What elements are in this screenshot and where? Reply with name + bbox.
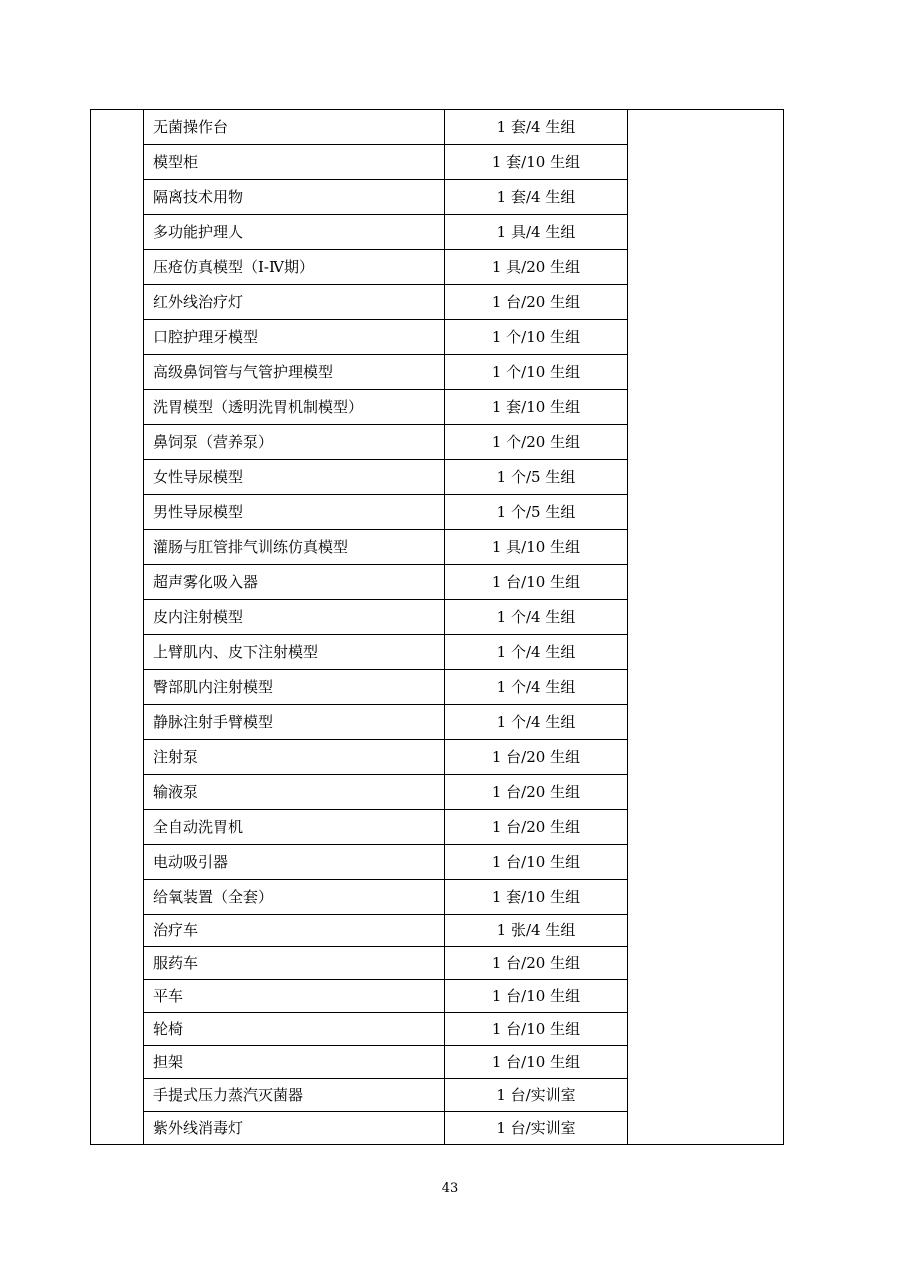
category-column	[91, 110, 144, 1145]
quantity-ratio: 1 台/10 生组	[445, 565, 628, 600]
equipment-name: 服药车	[144, 947, 445, 980]
equipment-name: 担架	[144, 1046, 445, 1079]
equipment-table-body	[91, 110, 784, 1145]
quantity-ratio: 1 台/20 生组	[445, 947, 628, 980]
quantity-ratio: 1 个/10 生组	[445, 355, 628, 390]
quantity-ratio: 1 套/4 生组	[445, 180, 628, 215]
equipment-name: 洗胃模型（透明洗胃机制模型）	[144, 390, 445, 425]
table-row	[91, 110, 784, 145]
equipment-name: 高级鼻饲管与气管护理模型	[144, 355, 445, 390]
quantity-ratio: 1 台/20 生组	[445, 285, 628, 320]
equipment-name: 紫外线消毒灯	[144, 1112, 445, 1145]
equipment-name: 模型柜	[144, 145, 445, 180]
quantity-ratio: 1 具/20 生组	[445, 250, 628, 285]
quantity-ratio: 1 台/20 生组	[445, 810, 628, 845]
equipment-name: 多功能护理人	[144, 215, 445, 250]
quantity-ratio: 1 套/10 生组	[445, 880, 628, 915]
quantity-ratio: 1 个/5 生组	[445, 495, 628, 530]
quantity-ratio: 1 台/10 生组	[445, 1046, 628, 1079]
quantity-ratio: 1 个/4 生组	[445, 670, 628, 705]
quantity-ratio: 1 套/10 生组	[445, 390, 628, 425]
equipment-name: 无菌操作台	[144, 110, 445, 145]
page-number: 43	[441, 1181, 459, 1196]
equipment-name: 给氧装置（全套）	[144, 880, 445, 915]
quantity-ratio: 1 台/10 生组	[445, 1013, 628, 1046]
equipment-name: 治疗车	[144, 915, 445, 947]
equipment-name: 口腔护理牙模型	[144, 320, 445, 355]
quantity-ratio: 1 台/实训室	[445, 1112, 628, 1145]
equipment-name: 皮内注射模型	[144, 600, 445, 635]
equipment-name: 平车	[144, 980, 445, 1013]
equipment-name: 电动吸引器	[144, 845, 445, 880]
quantity-ratio: 1 个/20 生组	[445, 425, 628, 460]
equipment-name: 隔离技术用物	[144, 180, 445, 215]
equipment-name: 超声雾化吸入器	[144, 565, 445, 600]
quantity-ratio: 1 套/4 生组	[445, 110, 628, 145]
equipment-name: 鼻饲泵（营养泵）	[144, 425, 445, 460]
equipment-name: 臀部肌内注射模型	[144, 670, 445, 705]
quantity-ratio: 1 张/4 生组	[445, 915, 628, 947]
quantity-ratio: 1 台/20 生组	[445, 740, 628, 775]
equipment-name: 轮椅	[144, 1013, 445, 1046]
equipment-name: 静脉注射手臂模型	[144, 705, 445, 740]
quantity-ratio: 1 台/10 生组	[445, 980, 628, 1013]
equipment-name: 注射泵	[144, 740, 445, 775]
quantity-ratio: 1 个/10 生组	[445, 320, 628, 355]
equipment-name: 红外线治疗灯	[144, 285, 445, 320]
remarks-column	[628, 110, 784, 1145]
quantity-ratio: 1 台/实训室	[445, 1079, 628, 1112]
equipment-name: 手提式压力蒸汽灭菌器	[144, 1079, 445, 1112]
quantity-ratio: 1 台/20 生组	[445, 775, 628, 810]
quantity-ratio: 1 套/10 生组	[445, 145, 628, 180]
quantity-ratio: 1 个/5 生组	[445, 460, 628, 495]
equipment-name: 上臂肌内、皮下注射模型	[144, 635, 445, 670]
equipment-name: 压疮仿真模型（Ⅰ-Ⅳ期）	[144, 250, 445, 285]
equipment-name: 全自动洗胃机	[144, 810, 445, 845]
quantity-ratio: 1 台/10 生组	[445, 845, 628, 880]
quantity-ratio: 1 个/4 生组	[445, 600, 628, 635]
quantity-ratio: 1 个/4 生组	[445, 705, 628, 740]
quantity-ratio: 1 具/10 生组	[445, 530, 628, 565]
quantity-ratio: 1 个/4 生组	[445, 635, 628, 670]
equipment-name: 男性导尿模型	[144, 495, 445, 530]
equipment-name: 女性导尿模型	[144, 460, 445, 495]
equipment-table	[90, 109, 784, 1145]
quantity-ratio: 1 具/4 生组	[445, 215, 628, 250]
equipment-name: 输液泵	[144, 775, 445, 810]
equipment-name: 灌肠与肛管排气训练仿真模型	[144, 530, 445, 565]
